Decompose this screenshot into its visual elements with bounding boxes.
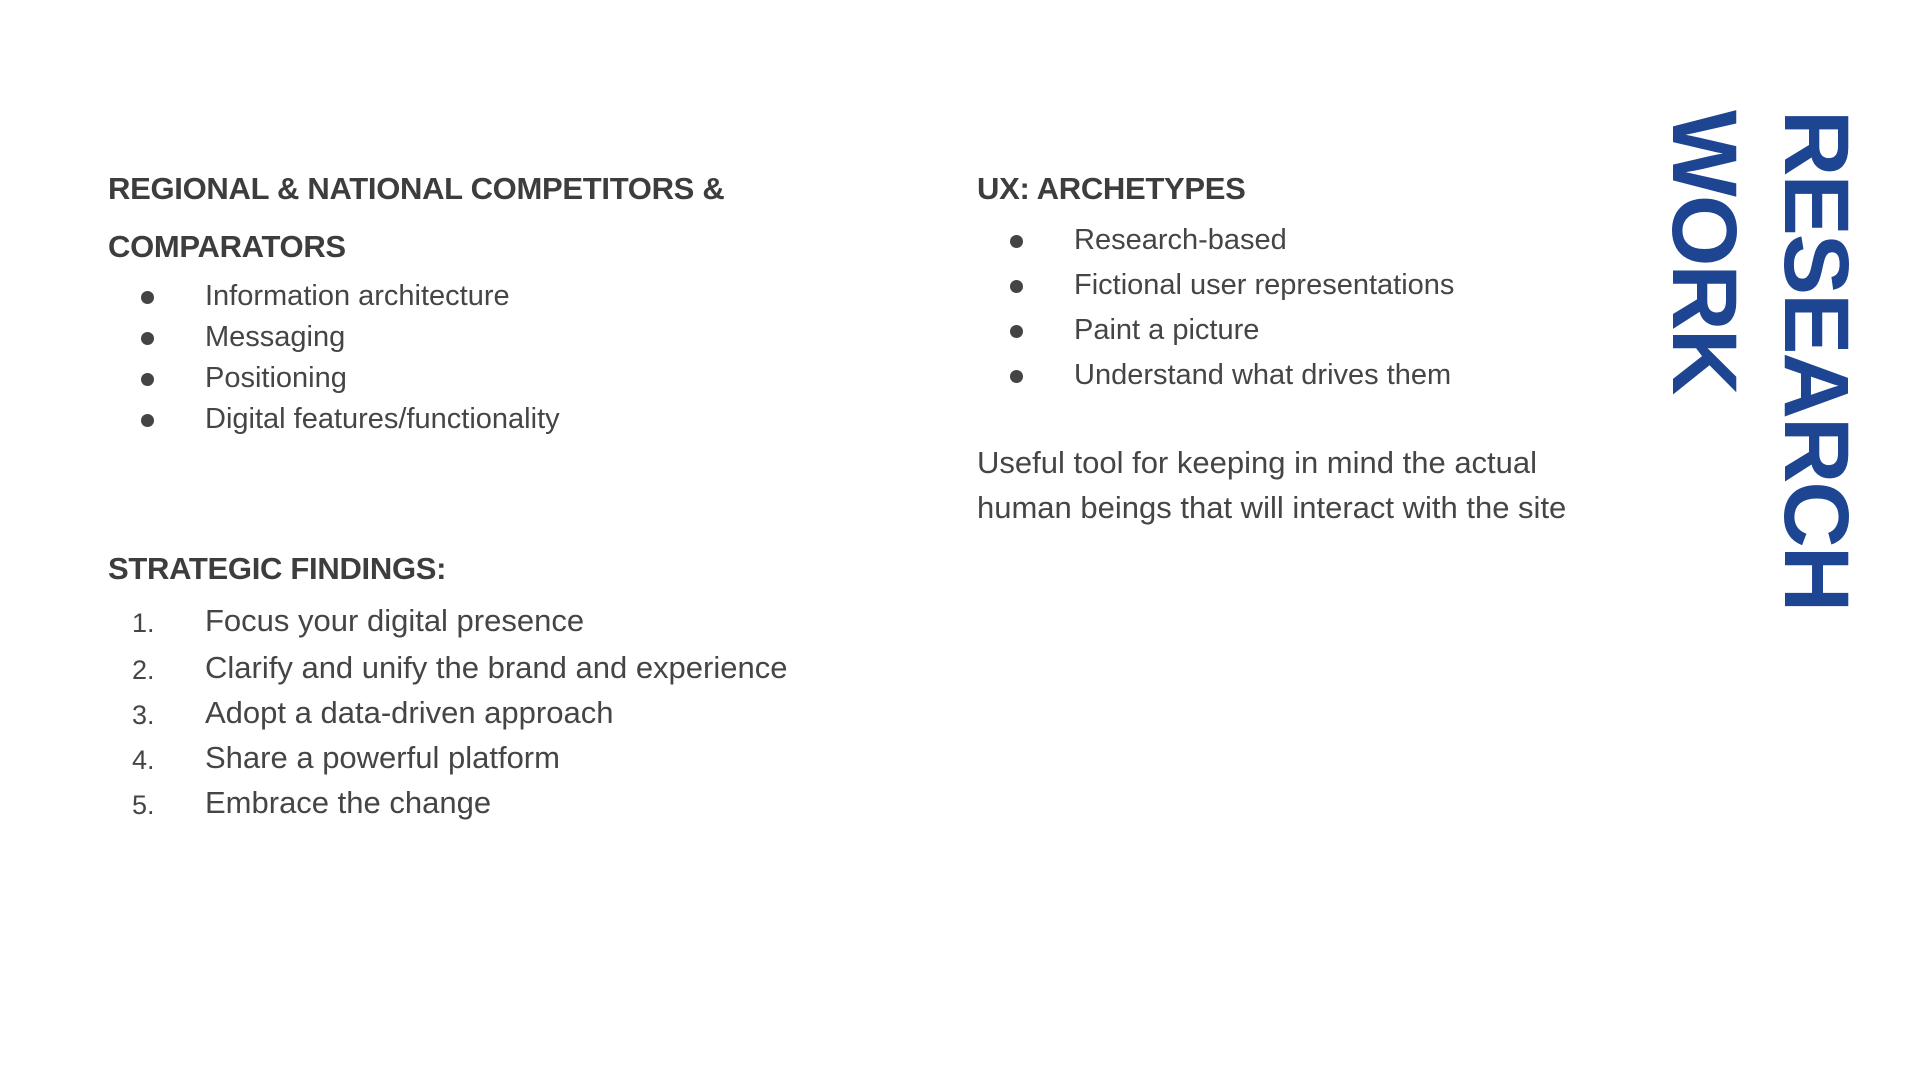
list-item-text: Paint a picture [1074, 314, 1260, 346]
list-item-text: Research-based [1074, 224, 1287, 256]
archetypes-description: Useful tool for keeping in mind the actual human beings that will interact with the site [977, 445, 1567, 525]
list-item-text: Positioning [205, 362, 347, 394]
list-item [977, 353, 1597, 398]
list-number: 3. [132, 700, 155, 730]
archetypes-heading: UX: ARCHETYPES [977, 171, 1246, 206]
bullet-icon [1010, 235, 1023, 248]
list-item [108, 735, 868, 780]
list-number: 1. [132, 608, 155, 638]
strategic-findings-section [108, 540, 868, 825]
list-item [977, 218, 1597, 263]
list-number: 2. [132, 655, 155, 685]
list-item-text: Focus your digital presence [205, 603, 585, 638]
list-item-text: Understand what drives them [1074, 359, 1452, 391]
competitors-heading [108, 160, 868, 276]
list-item [108, 276, 868, 317]
list-item [108, 780, 868, 825]
list-item [977, 263, 1597, 308]
list-item [108, 598, 868, 643]
list-item-text: Digital features/functionality [205, 403, 560, 435]
list-number: 5. [132, 790, 155, 820]
side-title-line2: WORK [1653, 110, 1755, 394]
bullet-icon [141, 332, 154, 345]
list-item [108, 358, 868, 399]
list-item-text: Clarify and unify the brand and experience [205, 650, 788, 685]
competitors-section [108, 160, 868, 440]
list-item-text: Share a powerful platform [205, 740, 560, 775]
list-item [108, 317, 868, 358]
bullet-icon [141, 373, 154, 386]
list-item [108, 690, 868, 735]
list-number: 4. [132, 745, 155, 775]
list-item-text: Embrace the change [205, 785, 492, 820]
list-item-text: Information architecture [205, 280, 510, 312]
bullet-icon [1010, 325, 1023, 338]
list-item-text: Messaging [205, 321, 346, 353]
side-title-line1: RESEARCH [1765, 110, 1867, 611]
list-item-text: Fictional user representations [1074, 269, 1455, 301]
bullet-icon [141, 414, 154, 427]
competitors-list [108, 276, 868, 440]
list-item [108, 645, 868, 690]
bullet-icon [1010, 280, 1023, 293]
list-item-text: Adopt a data-driven approach [205, 695, 614, 730]
competitors-heading-line1: REGIONAL & NATIONAL COMPETITORS & [108, 171, 725, 206]
competitors-heading-line2: COMPARATORS [108, 229, 346, 264]
strategic-findings-list [108, 598, 868, 825]
list-item [108, 399, 868, 440]
strategic-findings-heading: STRATEGIC FINDINGS: [108, 551, 447, 586]
bullet-icon [1010, 370, 1023, 383]
list-item [977, 308, 1597, 353]
bullet-icon [141, 291, 154, 304]
side-title [1653, 110, 1867, 630]
archetypes-list [977, 218, 1597, 398]
left-column [108, 160, 868, 825]
middle-column [977, 160, 1597, 530]
